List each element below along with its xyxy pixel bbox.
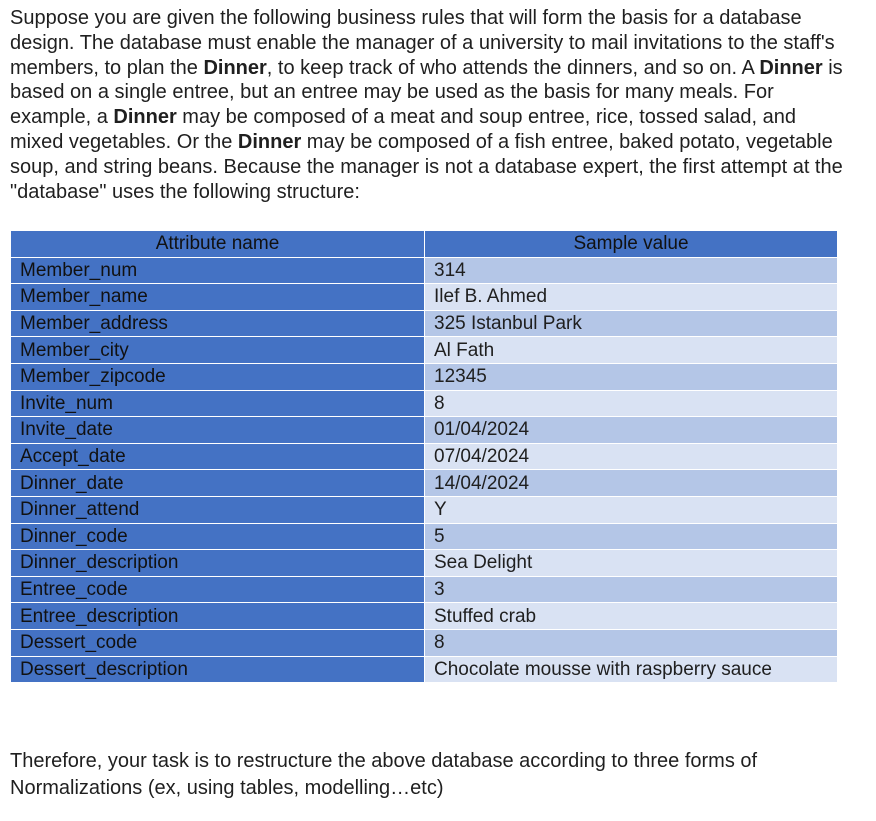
table-header-row — [11, 231, 838, 258]
table-row — [11, 363, 838, 390]
value-cell: 8 — [425, 629, 838, 656]
value-cell: 8 — [425, 390, 838, 417]
table-row — [11, 496, 838, 523]
attribute-cell: Entree_code — [11, 576, 425, 603]
value-cell: 314 — [425, 257, 838, 284]
attribute-cell: Dinner_attend — [11, 496, 425, 523]
value-cell: 14/04/2024 — [425, 470, 838, 497]
attribute-cell: Dessert_code — [11, 629, 425, 656]
table-row — [11, 284, 838, 311]
attribute-cell: Dinner_date — [11, 470, 425, 497]
attribute-cell: Invite_num — [11, 390, 425, 417]
value-cell: 12345 — [425, 363, 838, 390]
table-row — [11, 310, 838, 337]
value-cell: Sea Delight — [425, 550, 838, 577]
intro-text-5: may be composed of a fish entree, baked potato, vegetable soup, and string beans. Because the manager is not a database expert, the first attempt at the "database" uses the following structure: — [10, 130, 843, 203]
keyword-dinner: Dinner — [203, 56, 267, 79]
attribute-cell: Member_zipcode — [11, 363, 425, 390]
attribute-cell: Member_city — [11, 337, 425, 364]
attribute-cell: Accept_date — [11, 443, 425, 470]
sample-value-header: Sample value — [425, 231, 838, 258]
table-row — [11, 656, 838, 683]
value-cell: 5 — [425, 523, 838, 550]
value-cell: Stuffed crab — [425, 603, 838, 630]
table-row — [11, 576, 838, 603]
attribute-cell: Entree_description — [11, 603, 425, 630]
attribute-cell: Dessert_description — [11, 656, 425, 683]
value-cell: 3 — [425, 576, 838, 603]
intro-text-2: , to keep track of who attends the dinners, and so on. A — [266, 56, 760, 79]
table-row — [11, 417, 838, 444]
table-row — [11, 603, 838, 630]
value-cell: 07/04/2024 — [425, 443, 838, 470]
attribute-name-header: Attribute name — [11, 231, 425, 258]
intro-text-4: may be composed of a meat and soup entree, rice, tossed salad, and mixed vegetables. Or the — [10, 106, 796, 153]
table-row — [11, 443, 838, 470]
intro-text-3: is based on a single entree, but an entree may be used as the basis for many meals. For example, a — [10, 56, 843, 129]
table-row — [11, 550, 838, 577]
table-row — [11, 470, 838, 497]
attribute-table — [10, 230, 838, 683]
task-paragraph: Therefore, your task is to restructure the above database according to three forms of Normalizations (ex, using tables, modelling…etc) — [10, 750, 758, 799]
value-cell: 325 Istanbul Park — [425, 310, 838, 337]
attribute-cell: Member_name — [11, 284, 425, 311]
keyword-dinner: Dinner — [113, 106, 177, 129]
keyword-dinner: Dinner — [759, 56, 823, 79]
table-row — [11, 337, 838, 364]
value-cell: Ilef B. Ahmed — [425, 284, 838, 311]
table-row — [11, 629, 838, 656]
keyword-dinner: Dinner — [237, 130, 302, 153]
attribute-cell: Dinner_code — [11, 523, 425, 550]
table-row — [11, 257, 838, 284]
intro-paragraph — [10, 6, 850, 204]
table-row — [11, 390, 838, 417]
value-cell: Y — [425, 496, 838, 523]
value-cell: Al Fath — [425, 337, 838, 364]
value-cell: 01/04/2024 — [425, 417, 838, 444]
attribute-cell: Dinner_description — [11, 550, 425, 577]
attribute-cell: Invite_date — [11, 417, 425, 444]
table-row — [11, 523, 838, 550]
value-cell: Chocolate mousse with raspberry sauce — [425, 656, 838, 683]
attribute-cell: Member_address — [11, 310, 425, 337]
attribute-cell: Member_num — [11, 257, 425, 284]
intro-text-1: Suppose you are given the following business rules that will form the basis for a database design. The database must enable the manager of a university to mail invitations to the staff's members, to plan the — [10, 7, 835, 79]
